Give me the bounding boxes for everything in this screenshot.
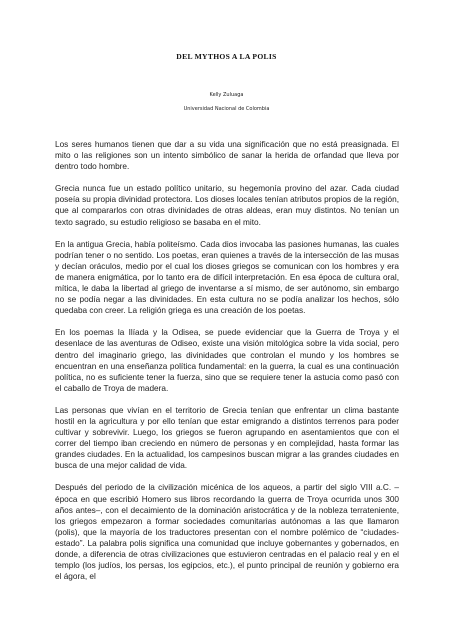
paragraph: Las personas que vivían en el territorio de Grecia tenían que enfrentar un clima bastante hostil en la agricultura y por ello tenían que estar emigrando a distintos terrenos para poder cultivar y sobrevivir. Luego, los griegos se fueron agrupando en asentamientos que con el correr del tiempo iban creciendo en número de personas y en complejidad, hasta formar las grandes ciudades. En la actualidad, los campesinos buscan migrar a las grandes ciudades en busca de una mejor calidad de vida.: [55, 405, 399, 471]
page-title: DEL MYTHOS A LA POLIS: [176, 52, 277, 61]
paragraph: Los seres humanos tienen que dar a su vida una significación que no está preasignada. El mito o las religiones son un intento simbólico de sanar la herida de orfandad que lleva por dentro todo hombre.: [55, 140, 399, 172]
document-body: [55, 139, 399, 593]
paragraph: En la antigua Grecia, había politeísmo. Cada dios invocaba las pasiones humanas, las cuales podrían tener o no sentido. Los poetas, eran quienes a través de la intersección de las musas y decían oráculos, medio por el cual los dioses griegos se comunican con los hombres y era de manera enigmática, por lo tanto era de difícil interpretación. En esa época de cultura oral, mítica, le daba la libertad al griego de inventarse a sí mismo, de ser autónomo, sin embargo no se podía negar a las divinidades. En esta cultura no se podía analizar los hechos, sólo quedaba con creer. La religión griega es una creación de los poetas.: [55, 239, 399, 316]
paragraph: En los poemas la Ilíada y la Odisea, se puede evidenciar que la Guerra de Troya y el desenlace de las aventuras de Odiseo, existe una visión mitológica sobre la vida social, pero dentro del imaginario griego, las divinidades que controlan el mundo y los hombres se encuentran en una enseñanza política fundamental: en la guerra, la cual es una continuación política, no es suficiente tener la fuerza, sino que se requiere tener la astucia como pasó con el caballo de Troya de madera.: [55, 328, 399, 393]
paragraph: Después del periodo de la civilización micénica de los aqueos, a partir del siglo VIII a.C. –época en que escribió Homero sus libros recordando la guerra de Troya ocurrida unos 300 años antes–, con el decaimiento de la dominación aristocrática y de la nobleza terrateniente, los griegos empezaron a formar sociedades comunitarias autónomas a las que llamaron (polis), que la mayoría de los traductores presentan con el nombre polémico de “ciudades-estado”. La palabra polis significa una comunidad que incluye gobernantes y gobernados, en donde, a diferencia de otras civilizaciones que estuvieron centradas en el palacio real y en el templo (los judíos, los persas, los egipcios, etc.), el punto principal de reunión y gobierno era el ágora, el: [55, 483, 399, 582]
author-affiliation: Universidad Nacional de Colombia: [183, 106, 270, 112]
paragraph: Grecia nunca fue un estado político unitario, su hegemonía provino del azar. Cada ciudad poseía su propia divinidad protectora. Los dioses locales tenían atributos propios de la región, que al compararlos con otras divinidades de otras aldeas, eran muy distintos. No tenían un texto sagrado, su estudio religioso se basaba en el mito.: [55, 184, 399, 227]
author-name: Kelly Zuluaga: [209, 92, 244, 98]
